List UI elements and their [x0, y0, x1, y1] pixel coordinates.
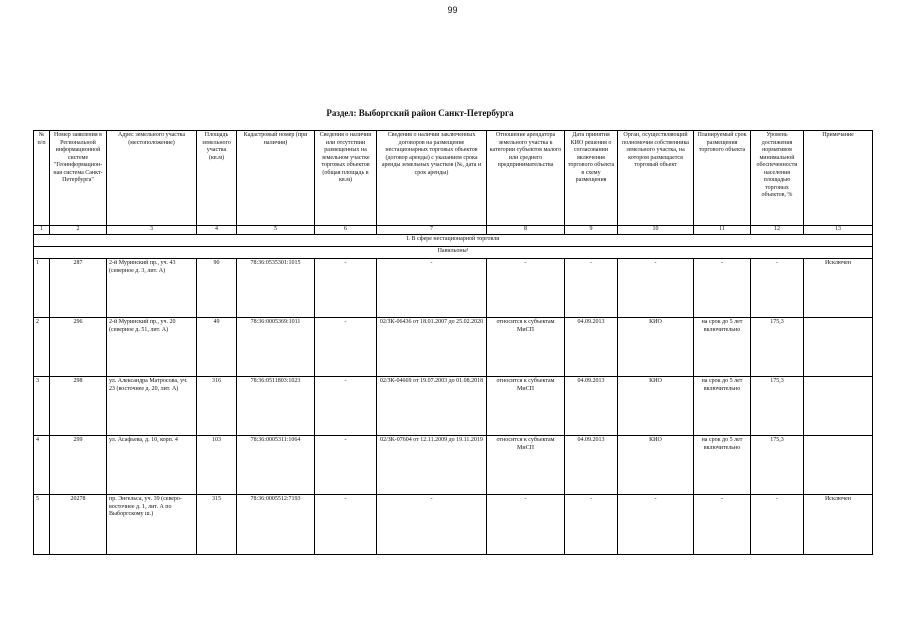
cell-cadastral: 78:36:0005311:1064: [237, 436, 315, 495]
cell-sme: относится к субъектам МиСП: [487, 436, 565, 495]
cell-level: -: [751, 495, 804, 555]
cell-objects: -: [315, 377, 377, 436]
column-number-row: [34, 226, 873, 235]
col-header-date: Дата принятия КИО решения о согласовании включения торгового объекта в схему размещения: [565, 131, 618, 226]
cell-application: 299: [50, 436, 107, 495]
cell-date: -: [565, 495, 618, 555]
col-number: 1: [34, 226, 50, 235]
cell-area: 315: [197, 495, 237, 555]
col-number: 9: [565, 226, 618, 235]
register-table: [33, 130, 873, 555]
col-header-application: Номер заявления в Региональной информационной системе "Геоинформацион-ная система Санкт-Петербурга": [50, 131, 107, 226]
col-header-cadastral: Кадастровый номер (при наличии): [237, 131, 315, 226]
cell-sme: -: [487, 259, 565, 318]
cell-contract: -: [377, 495, 487, 555]
col-number: 6: [315, 226, 377, 235]
cell-contract: 02/ЗК-04669 от 19.07.2003 до 01.08.2018: [377, 377, 487, 436]
col-header-level: Уровень достижения нормативов минимальной обеспеченности населения площадью торговых объектов, %: [751, 131, 804, 226]
cell-area: 316: [197, 377, 237, 436]
cell-cadastral: 78:36:0005512:7193: [237, 495, 315, 555]
col-number: 13: [804, 226, 873, 235]
cell-application: 287: [50, 259, 107, 318]
page-number: 99: [447, 5, 458, 15]
cell-objects: -: [315, 495, 377, 555]
cell-term: -: [694, 495, 751, 555]
col-header-area: Площадь земельного участка (кв.м): [197, 131, 237, 226]
cell-term: на срок до 5 лет включительно: [694, 318, 751, 377]
group-title: I. В сфере нестационарной торговли: [34, 235, 873, 247]
cell-note: [804, 318, 873, 377]
cell-number: 2: [34, 318, 50, 377]
table-row: [34, 495, 873, 555]
section-title: Раздел: Выборгский район Санкт-Петербурга: [326, 108, 514, 118]
cell-note: [804, 436, 873, 495]
cell-number: 1: [34, 259, 50, 318]
cell-authority: КИО: [618, 436, 694, 495]
cell-note: Исключен: [804, 259, 873, 318]
cell-address: ул. Асафьева, д. 10, корп. 4: [107, 436, 197, 495]
subgroup-title: Павильоны¹: [34, 247, 873, 259]
cell-contract: 02/ЗК-06436 от 18.01.2007 до 25.02.2020: [377, 318, 487, 377]
cell-cadastral: 78:36:0535301:1015: [237, 259, 315, 318]
cell-contract: -: [377, 259, 487, 318]
cell-application: 298: [50, 377, 107, 436]
col-number: 11: [694, 226, 751, 235]
cell-contract: 02/ЗК-07604 от 12.11.2009 до 19.11.2019: [377, 436, 487, 495]
cell-note: [804, 377, 873, 436]
table-row: [34, 259, 873, 318]
cell-sme: относится к субъектам МиСП: [487, 318, 565, 377]
cell-sme: -: [487, 495, 565, 555]
col-number: 12: [751, 226, 804, 235]
cell-area: 103: [197, 436, 237, 495]
cell-number: 4: [34, 436, 50, 495]
table-row: [34, 377, 873, 436]
cell-date: -: [565, 259, 618, 318]
cell-sme: относится к субъектам МиСП: [487, 377, 565, 436]
cell-level: -: [751, 259, 804, 318]
col-number: 2: [50, 226, 107, 235]
cell-objects: -: [315, 436, 377, 495]
cell-address: 2-й Муринский пр., уч. 20 (северное д. 51, лит. А): [107, 318, 197, 377]
cell-note: Исключен: [804, 495, 873, 555]
subgroup-row: [34, 247, 873, 259]
cell-date: 04.09.2013: [565, 318, 618, 377]
col-header-number: № п/п: [34, 131, 50, 226]
col-number: 4: [197, 226, 237, 235]
cell-level: 175,3: [751, 318, 804, 377]
cell-objects: -: [315, 259, 377, 318]
col-header-objects: Сведения о наличии или отсутствии размещенных на земельном участке торговых объектов (общая площадь в кв.м): [315, 131, 377, 226]
table-row: [34, 318, 873, 377]
cell-cadastral: 78:36:0511803:1023: [237, 377, 315, 436]
cell-level: 175,3: [751, 377, 804, 436]
col-number: 10: [618, 226, 694, 235]
cell-area: 49: [197, 318, 237, 377]
col-header-term: Планируемый срок размещения торгового объекта: [694, 131, 751, 226]
cell-cadastral: 78:36:0005369:1011: [237, 318, 315, 377]
cell-authority: -: [618, 495, 694, 555]
col-header-note: Примечание: [804, 131, 873, 226]
cell-term: -: [694, 259, 751, 318]
header-row: [34, 131, 873, 226]
cell-application: 20278: [50, 495, 107, 555]
cell-area: 90: [197, 259, 237, 318]
cell-date: 04.09.2013: [565, 436, 618, 495]
col-header-address: Адрес земельного участка (местоположение): [107, 131, 197, 226]
col-header-contract: Сведения о наличии заключенных договоров на размещение нестационарных торговых объектов (договор аренды) с указанием срока аренды земельных участков (№, дата и срок аренды): [377, 131, 487, 226]
table-row: [34, 436, 873, 495]
cell-authority: КИО: [618, 377, 694, 436]
cell-address: ул. Александра Матросова, уч. 23 (восточнее д. 20, лит. А): [107, 377, 197, 436]
cell-address: 2-й Муринский пр., уч. 43 (северное д. 3, лит. А): [107, 259, 197, 318]
cell-authority: -: [618, 259, 694, 318]
cell-address: пр. Энгельса, уч. 39 (северо-восточнее д. 1, лит. А по Выборгскому ш.): [107, 495, 197, 555]
col-number: 3: [107, 226, 197, 235]
col-number: 8: [487, 226, 565, 235]
cell-authority: КИО: [618, 318, 694, 377]
cell-level: 175,3: [751, 436, 804, 495]
group-row: [34, 235, 873, 247]
cell-number: 5: [34, 495, 50, 555]
cell-date: 04.09.2013: [565, 377, 618, 436]
cell-number: 3: [34, 377, 50, 436]
col-number: 7: [377, 226, 487, 235]
cell-application: 296: [50, 318, 107, 377]
cell-objects: -: [315, 318, 377, 377]
col-number: 5: [237, 226, 315, 235]
col-header-sme: Отношение арендатора земельного участка к категории субъектов малого или среднего предпринимательства: [487, 131, 565, 226]
col-header-authority: Орган, осуществляющий полномочия собственника земельного участка, на котором размещается торговый объект: [618, 131, 694, 226]
cell-term: на срок до 5 лет включительно: [694, 377, 751, 436]
cell-term: на срок до 5 лет включительно: [694, 436, 751, 495]
